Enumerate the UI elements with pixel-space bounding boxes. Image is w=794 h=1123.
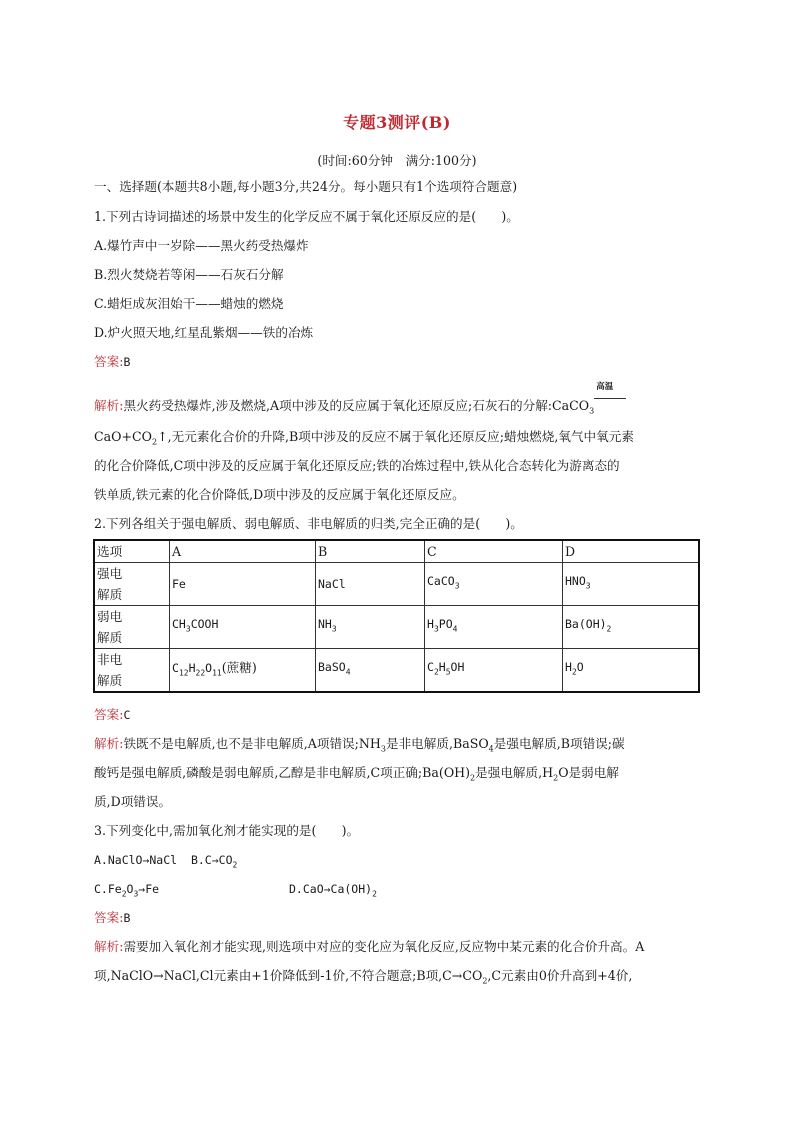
question-3-option-a: A.NaClO→NaCl xyxy=(94,853,178,867)
exam-time-score: (时间:60分钟 满分:100分) xyxy=(317,153,477,168)
table-header-row xyxy=(94,540,699,563)
analysis-label: 解析: xyxy=(94,939,124,954)
reaction-condition: 高温 xyxy=(596,382,614,392)
table-cell: $C_{12}H_{22}O_{11}$(蔗糖) xyxy=(170,649,316,693)
electrolyte-table xyxy=(93,539,700,693)
table-cell: $Ba(OH)_2$ xyxy=(563,606,700,649)
question-3-option-d: $D.CaO\to Ca(OH)_2$ xyxy=(289,882,377,899)
table-header-cell: A xyxy=(170,540,316,563)
question-2-answer xyxy=(94,706,130,724)
reaction-condition-arrow xyxy=(594,382,626,410)
answer-label: 答案: xyxy=(94,354,124,369)
question-1-option-a: A.爆竹声中一岁除——黑火药受热爆炸 xyxy=(94,238,309,253)
analysis-label: 解析: xyxy=(94,398,124,413)
table-header-cell: D xyxy=(563,540,700,563)
question-3-options-ab xyxy=(94,851,237,874)
question-1-analysis-line-4: 铁单质,铁元素的化合价降低,D项中涉及的反应属于氧化还原反应。 xyxy=(94,487,465,502)
answer-value: B xyxy=(123,911,131,925)
table-cell: CaCO$_3$ xyxy=(425,563,563,606)
question-2-stem: 2.下列各组关于强电解质、弱电解质、非电解质的归类,完全正确的是( )。 xyxy=(94,516,523,531)
row-label: 非电 解质 xyxy=(94,649,170,693)
table-header-cell: 选项 xyxy=(94,540,170,563)
analysis-label: 解析: xyxy=(94,736,124,751)
table-row xyxy=(94,606,699,649)
question-3-option-c: $C.Fe_2O_3\to Fe$ xyxy=(94,882,160,899)
question-1-option-d: D.炉火照天地,红星乱紫烟——铁的冶炼 xyxy=(94,325,314,340)
table-row xyxy=(94,563,699,606)
table-cell: $HNO_3$ xyxy=(563,563,700,606)
row-label: 弱电 解质 xyxy=(94,606,170,649)
table-header-cell: C xyxy=(425,540,563,563)
question-1-stem: 1.下列古诗词描述的场景中发生的化学反应不属于氧化还原反应的是( )。 xyxy=(94,209,519,224)
table-cell: $CH_3COOH$ xyxy=(170,606,316,649)
question-3-analysis-line-2: 项,NaClO→NaCl,Cl元素由+1价降低到-1价,不符合题意;B项$,C\to CO_2,C$元素由0价升高到+4价, xyxy=(94,968,633,986)
answer-label: 答案: xyxy=(94,910,124,925)
question-1-answer xyxy=(94,353,130,371)
answer-label: 答案: xyxy=(94,707,124,722)
question-1-option-c: C.蜡炬成灰泪始干——蜡烛的燃烧 xyxy=(94,296,284,311)
question-1-option-b: B.烈火焚烧若等闲——石灰石分解 xyxy=(94,267,284,282)
answer-value: B xyxy=(123,355,131,369)
table-cell: $H_3PO_4$ xyxy=(425,606,563,649)
question-2-analysis-line-3: 质,D项错误。 xyxy=(94,794,172,809)
question-2-analysis-line-2: 酸钙是强电解质,磷酸是弱电解质,乙醇是非电解质,C项正确$;Ba(OH)_2$是强电解质$,H_2O$是弱电解 xyxy=(94,765,619,783)
table-cell: $NH_3$ xyxy=(316,606,425,649)
answer-value: C xyxy=(123,708,131,722)
question-3-answer xyxy=(94,909,130,927)
table-cell: $H_2O$ xyxy=(563,649,700,693)
table-cell: $C_2H_5OH$ xyxy=(425,649,563,693)
page-title: 专题3测评(B) xyxy=(343,113,451,132)
question-1-analysis-line-1: 解析:黑火药受热爆炸,涉及燃烧,A项中涉及的反应属于氧化还原反应;石灰石的分解:CaCO$_3$ 高温 xyxy=(94,396,626,421)
table-cell: Fe xyxy=(170,563,316,606)
table-header-cell: B xyxy=(316,540,425,563)
question-3-stem: 3.下列变化中,需加氧化剂才能实现的是( )。 xyxy=(94,823,360,838)
table-cell: NaCl xyxy=(316,563,425,606)
question-1-analysis-line-3: 的化合价降低,C项中涉及的反应属于氧化还原反应;铁的冶炼过程中,铁从化合态转化为游离态的 xyxy=(94,458,620,473)
question-3-option-b: $B.C\to CO_2$ xyxy=(190,853,238,870)
question-3-analysis-line-1: 解析:需要加入氧化剂才能实现,则选项中对应的变化应为氧化反应,反应物中某元素的化合价升高。A xyxy=(94,939,645,954)
row-label: 强电 解质 xyxy=(94,563,170,606)
table-row xyxy=(94,649,699,693)
table-cell: BaSO$_4$ xyxy=(316,649,425,693)
question-3-options-cd xyxy=(94,880,377,903)
question-2-analysis-line-1: 解析:铁既不是电解质,也不是非电解质,A项错误$;NH_3$是非电解质,BaSO$_4$是强电解质,B项错误;碳 xyxy=(94,736,625,754)
question-1-analysis-line-2: $CaO+CO_2↑$,无元素化合价的升降,B项中涉及的反应不属于氧化还原反应;蜡烛燃烧,氧气中氧元素 xyxy=(94,429,634,447)
section-heading: 一、选择题(本题共8小题,每小题3分,共24分。每小题只有1个选项符合题意) xyxy=(94,179,518,194)
